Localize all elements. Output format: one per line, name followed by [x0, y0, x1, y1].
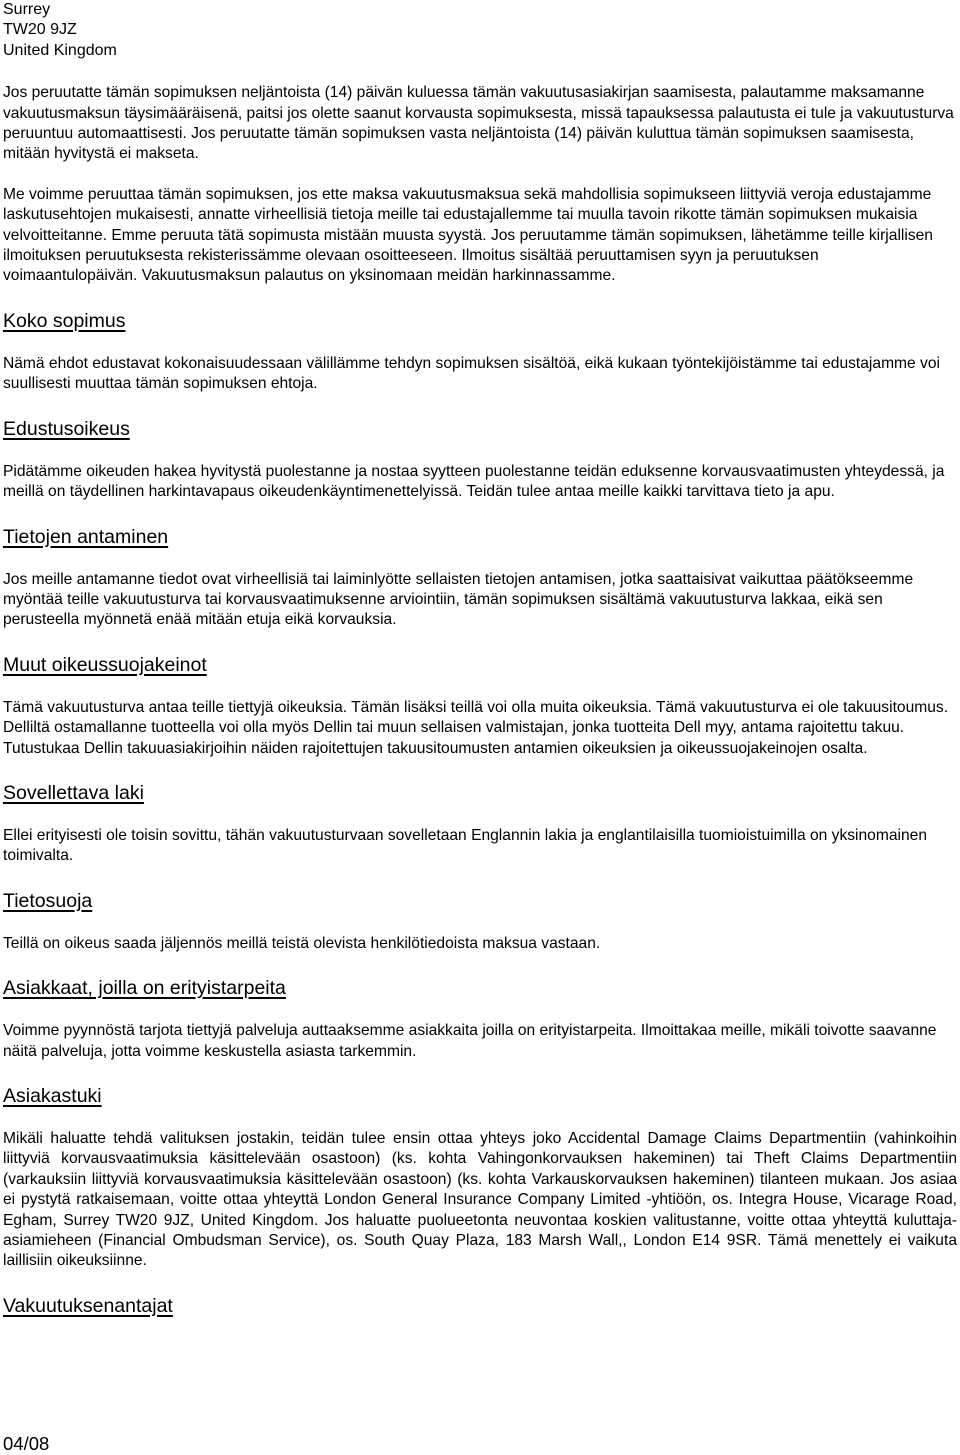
paragraph-edustusoikeus: Pidätämme oikeuden hakea hyvitystä puolestanne ja nostaa syytteen puolestanne teidän eduksenne korvausvaatimusten yhteydessä, ja meillä on täydellinen harkintavapaus oikeudenkäyntimenettelyissä. Teidän tulee antaa meille kaikki tarvittava tieto ja apu.	[3, 462, 945, 501]
paragraph-asiakastuki: Mikäli haluatte tehdä valituksen jostakin, teidän tulee ensin ottaa yhteys joko Accidental Damage Claims Departmentiin (vahinkoihin liittyviä korvausvaatimuksia käsittelevään osastoon) (ks. kohta Vahingonkorvauksen hakeminen) tai Theft Claims Departmentiin (varkauksiin liittyviä korvausvaatimuksia käsittelevään osastoon) (ks. kohta Varkauskorvauksen hakeminen) tilanteen mukaan. Jos asiaa ei pystytä ratkaisemaan, voitte ottaa yhteyttä London General Insurance Company Limited -yhtiöön, os. Integra House, Vicarage Road, Egham, Surrey TW20 9JZ, United Kingdom. Jos haluatte puolueetonta neuvontaa koskien valitustanne, voitte ottaa yhteyttä kuluttaja-asiamieheen (Financial Ombudsman Service), os. South Quay Plaza, 183 Marsh Wall,, London E14 9SR. Tämä menettely ei vaikuta laillisiin oikeuksiinne.	[3, 1129, 957, 1270]
heading-vakuutuksenantajat: Vakuutuksenantajat	[3, 1294, 173, 1317]
heading-koko-sopimus: Koko sopimus	[3, 309, 126, 332]
paragraph-tietojen-antaminen: Jos meille antamanne tiedot ovat virheellisiä tai laiminlyötte sellaisten tietojen antamisen, jotka saattaisivat vaikuttaa päätökseemme myöntää teille vakuutusturva tai korvausvaatimuksenne arviointiin, tämän sopimuksen sisältämä vakuutusturva lakkaa, eikä sen perusteella myönnetä enää mitään etuja eikä korvauksia.	[3, 570, 914, 629]
paragraph-erityistarpeet: Voimme pyynnöstä tarjota tiettyjä palveluja auttaaksemme asiakkaita joilla on erityistarpeita. Ilmoittakaa meille, mikäli toivotte saavanne näitä palveluja, jotta voimme keskustella asiasta tarkemmin.	[3, 1022, 937, 1060]
paragraph-koko-sopimus: Nämä ehdot edustavat kokonaisuudessaan välillämme tehdyn sopimuksen sisältöä, eikä kukaan työntekijöistämme tai edustajamme voi suullisesti muuttaa tämän sopimuksen ehtoja.	[3, 354, 940, 393]
address-block	[3, 0, 957, 61]
paragraph-muut-oikeussuojakeinot: Tämä vakuutusturva antaa teille tiettyjä oikeuksia. Tämän lisäksi teillä voi olla muita oikeuksia. Tämä vakuutusturva ei ole takuusitoumus. Delliltä ostamallanne tuotteella voi olla myös Dellin tai muun sellaisen valmistajan, jonka tuotteita Dell myy, antama rajoitettu takuu. Tutustukaa Dellin takuuasiakirjoihin näiden rajoitettujen takuusitoumusten antamien oikeuksien ja oikeussuojakeinojen osalta.	[3, 698, 949, 757]
paragraph-cancellation-by-insurer: Me voimme peruuttaa tämän sopimuksen, jos ette maksa vakuutusmaksua sekä mahdollisia sopimukseen liittyviä veroja edustajamme laskutusehtojen mukaisesti, annatte virheellisiä tietoja meille tai edustajallemme tai muulla tavoin rikotte tämän sopimuksen mukaisia velvoitteitanne. Emme peruuta tätä sopimusta mistään muusta syystä. Jos peruutamme tämän sopimuksen, lähetämme teille kirjallisen ilmoituksen peruutuksesta rekisterissämme olevaan osoitteeseen. Ilmoitus sisältää peruuttamisen syyn ja peruutuksen voimaantulopäivän. Vakuutusmaksun palautus on yksinomaan meidän harkinnassamme.	[3, 185, 933, 285]
address-line-country: United Kingdom	[3, 41, 117, 59]
heading-edustusoikeus: Edustusoikeus	[3, 417, 130, 440]
paragraph-cancellation-by-customer: Jos peruutatte tämän sopimuksen neljäntoista (14) päivän kuluessa tämän vakuutusasiakirjan saamisesta, palautamme maksamanne vakuutusmaksun täysimääräisenä, paitsi jos olette saanut korvausta sopimuksesta, missä tapauksessa palautusta ei tule ja vakuutusturva peruuntuu automaattisesti. Jos peruutatte tämän sopimuksen vasta neljäntoista (14) päivän kuluttua tämän sopimuksen saamisesta, mitään hyvitystä ei makseta.	[3, 84, 954, 163]
heading-asiakastuki: Asiakastuki	[3, 1084, 102, 1107]
heading-sovellettava-laki: Sovellettava laki	[3, 781, 144, 804]
paragraph-sovellettava-laki: Ellei erityisesti ole toisin sovittu, tähän vakuutusturvaan sovelletaan Englannin lakia ja englantilaisilla tuomioistuimilla on yksinomainen toimivalta.	[3, 826, 927, 865]
address-line-county: Surrey	[3, 1, 51, 18]
heading-tietosuoja: Tietosuoja	[3, 889, 93, 912]
heading-muut-oikeussuojakeinot: Muut oikeussuojakeinot	[3, 653, 207, 676]
paragraph-tietosuoja: Teillä on oikeus saada jäljennös meillä teistä olevista henkilötiedoista maksua vastaan.	[3, 934, 601, 952]
document-page	[3, 0, 957, 1339]
address-line-postcode: TW20 9JZ	[3, 21, 77, 39]
heading-erityistarpeet: Asiakkaat, joilla on erityistarpeita	[3, 977, 286, 1000]
page-number: 04/08	[3, 1433, 50, 1454]
heading-tietojen-antaminen: Tietojen antaminen	[3, 525, 169, 548]
